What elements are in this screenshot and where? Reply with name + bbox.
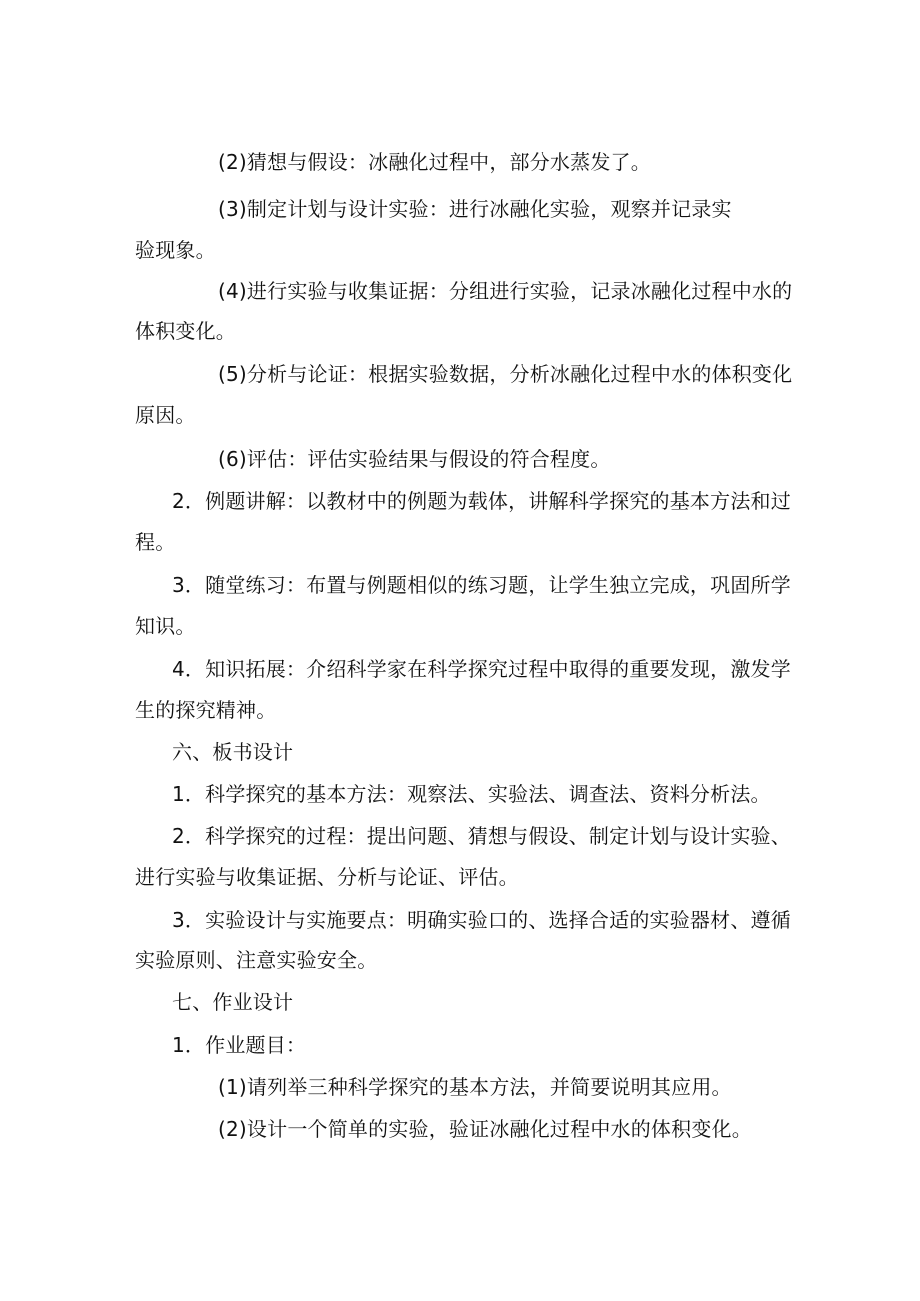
paragraph-line: 验现象。 (135, 238, 216, 262)
section-heading: 七、作业设计 (172, 990, 294, 1014)
paragraph-line: (2)设计一个简单的实验，验证冰融化过程中水的体积变化。 (218, 1117, 752, 1141)
paragraph-line: 体积变化。 (135, 319, 236, 343)
paragraph-line: 2．科学探究的过程：提出问题、猜想与假设、制定计划与设计实验、 (172, 824, 791, 848)
paragraph-line: 3．实验设计与实施要点：明确实验口的、选择合适的实验器材、遵循 (172, 908, 791, 932)
paragraph-line: (4)进行实验与收集证据：分组进行实验，记录冰融化过程中水的 (218, 279, 793, 303)
paragraph-line: (1)请列举三种科学探究的基本方法，并简要说明其应用。 (218, 1075, 732, 1099)
paragraph-line: 2．例题讲解：以教材中的例题为载体，讲解科学探究的基本方法和过 (172, 489, 791, 513)
paragraph-line: 实验原则、注意实验安全。 (135, 948, 378, 972)
paragraph-line: 知识。 (135, 614, 196, 638)
paragraph-line: 1．科学探究的基本方法：观察法、实验法、调查法、资料分析法。 (172, 782, 771, 806)
section-heading: 六、板书设计 (172, 740, 294, 764)
paragraph-line: 3．随堂练习：布置与例题相似的练习题，让学生独立完成，巩固所学 (172, 573, 791, 597)
paragraph-line: 程。 (135, 530, 176, 554)
paragraph-line: (5)分析与论证：根据实验数据，分析冰融化过程中水的体积变化 (218, 362, 793, 386)
paragraph-line: 进行实验与收集证据、分析与论证、评估。 (135, 865, 519, 889)
paragraph-line: 1．作业题目： (172, 1033, 307, 1057)
paragraph-line: 原因。 (135, 403, 196, 427)
paragraph-line: 4．知识拓展：介绍科学家在科学探究过程中取得的重要发现，激发学 (172, 657, 791, 681)
paragraph-line: (3)制定计划与设计实验：进行冰融化实验，观察并记录实 (218, 197, 732, 221)
paragraph-line: (2)猜想与假设：冰融化过程中，部分水蒸发了。 (218, 150, 651, 174)
paragraph-line: (6)评估：评估实验结果与假设的符合程度。 (218, 447, 611, 471)
paragraph-line: 生的探究精神。 (135, 698, 277, 722)
